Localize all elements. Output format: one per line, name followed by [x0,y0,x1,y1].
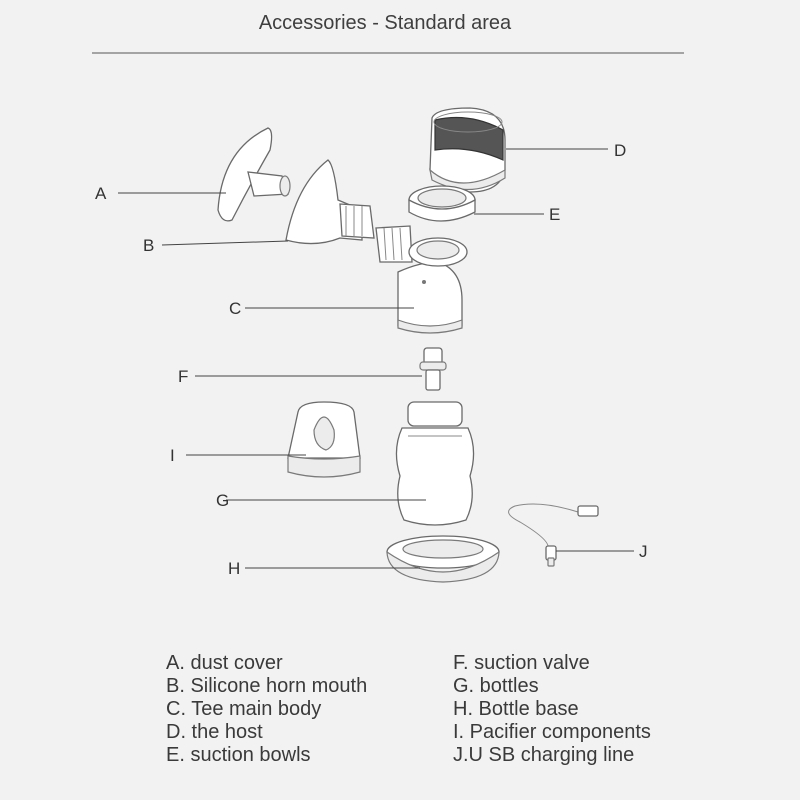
host-part [430,108,505,192]
callout-j: J [639,542,648,561]
suction-bowl-part [409,186,475,221]
page-title: Accessories - Standard area [258,12,512,34]
pacifier-part [288,402,360,477]
legend-item: D. the host [166,721,263,743]
callout-e: E [549,205,561,224]
callout-h: H [228,559,241,578]
callout-i: I [170,446,175,465]
legend-right-column [453,652,651,767]
legend-item: E. suction bowls [166,744,311,766]
tee-body-part [376,226,467,333]
legend-item: H. Bottle base [453,698,579,720]
legend-item: G. bottles [453,675,539,697]
leader-line-b [162,241,288,245]
usb-cable-part [509,504,598,566]
legend-item: J.U SB charging line [453,744,635,766]
bottle-part [396,402,473,525]
suction-valve-part [420,348,446,390]
callout-f: F [178,367,189,386]
callout-c: C [229,299,242,318]
callout-a: A [95,184,107,203]
legend-item: B. Silicone horn mouth [166,675,368,697]
horn-mouth-part [286,160,374,244]
dust-cover-part [218,128,290,221]
callout-g: G [216,491,230,510]
legend-item: A. dust cover [166,652,283,674]
legend-item: I. Pacifier components [453,721,651,743]
legend-left-column [166,652,367,767]
callout-b: B [143,236,155,255]
legend-item: F. suction valve [453,652,590,674]
callout-d: D [614,141,627,160]
bottle-base-part [387,536,499,582]
legend-item: C. Tee main body [166,698,322,720]
